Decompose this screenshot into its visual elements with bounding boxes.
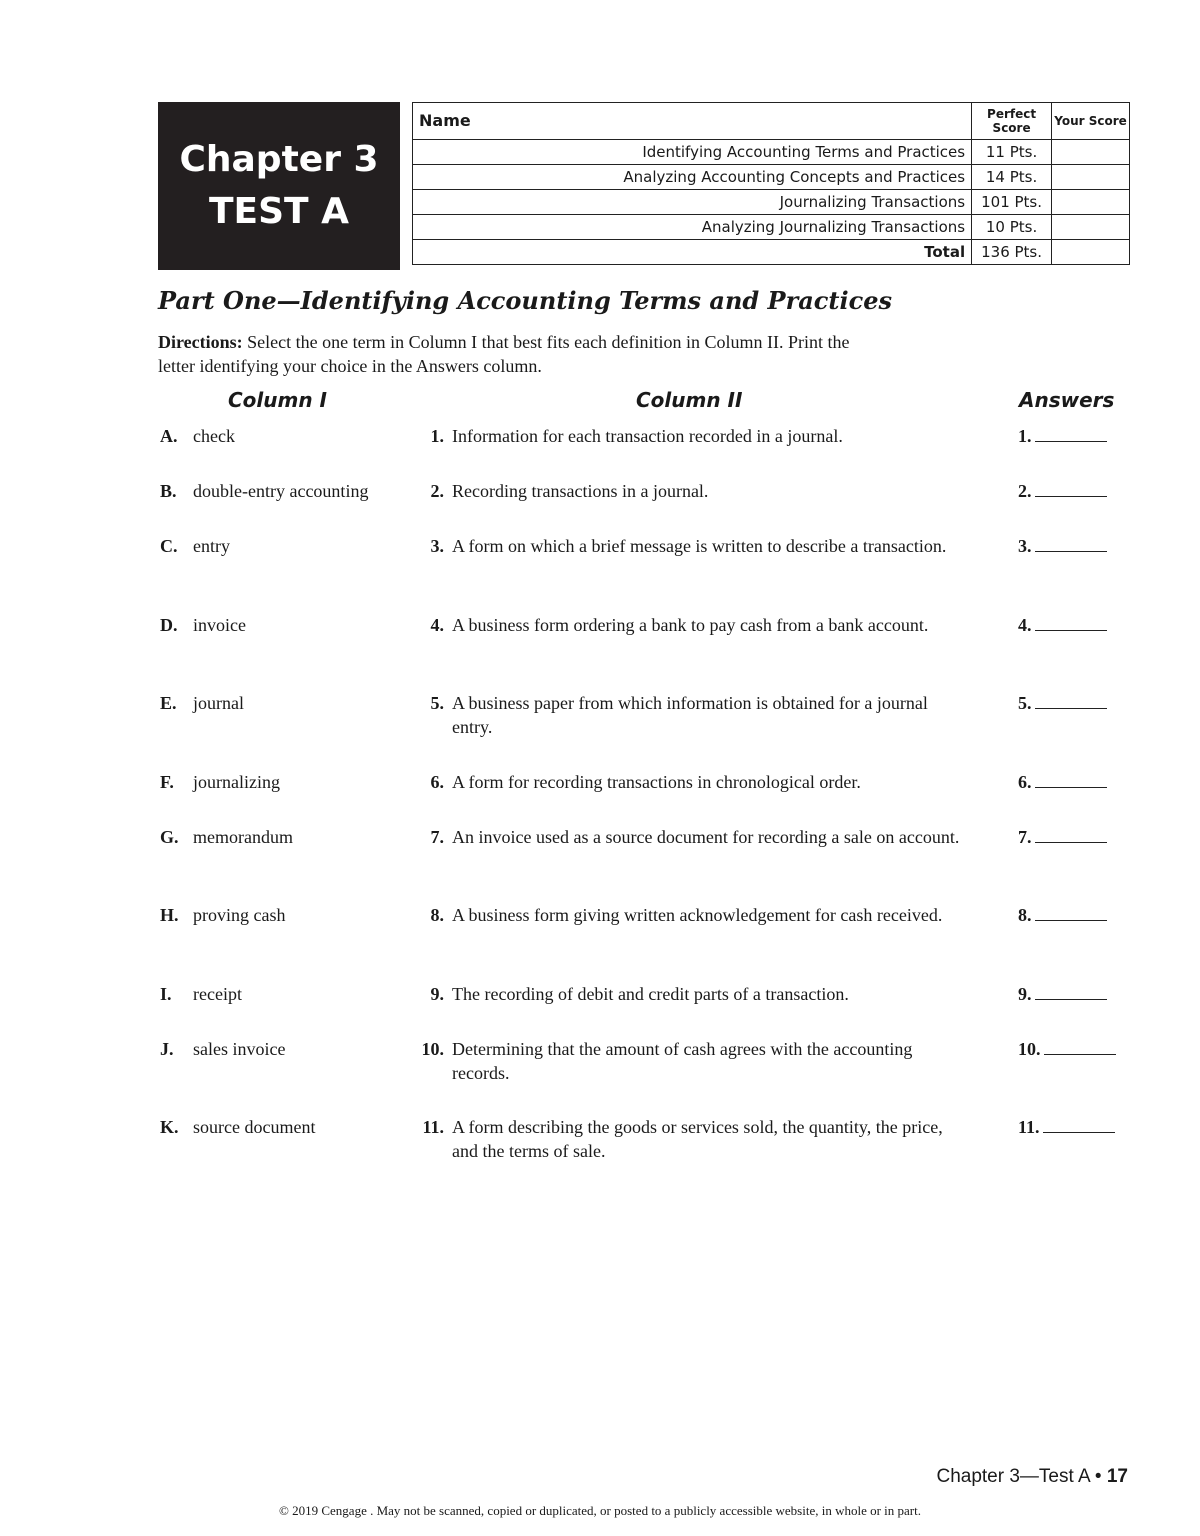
term-letter: D. xyxy=(160,615,178,635)
your-score-cell[interactable] xyxy=(1052,165,1130,190)
running-footer xyxy=(936,1466,1128,1488)
your-score-header: Your Score xyxy=(1052,103,1130,140)
answer-number: 10. xyxy=(1018,1039,1041,1059)
answer-blank[interactable] xyxy=(1035,692,1107,709)
answer-number: 11. xyxy=(1018,1117,1040,1137)
list-item xyxy=(0,982,1200,1032)
your-score-cell[interactable] xyxy=(1052,190,1130,215)
perfect-score: 10 Pts. xyxy=(972,215,1052,240)
total-label: Total xyxy=(413,240,972,265)
answer-field[interactable] xyxy=(1018,1037,1116,1061)
score-row xyxy=(413,140,1130,165)
term-letter: H. xyxy=(160,905,179,925)
answer-field[interactable] xyxy=(1018,825,1107,849)
term-letter: A. xyxy=(160,426,178,446)
term-letter: G. xyxy=(160,827,179,847)
term-letter: B. xyxy=(160,481,177,501)
score-row xyxy=(413,190,1130,215)
term-letter: F. xyxy=(160,772,174,792)
definition-number: 7. xyxy=(430,827,444,847)
answer-blank[interactable] xyxy=(1035,480,1107,497)
answers-header: Answers xyxy=(1019,388,1115,412)
definition-number: 2. xyxy=(430,481,444,501)
score-row xyxy=(413,215,1130,240)
term: double-entry accounting xyxy=(193,481,369,501)
term-letter: E. xyxy=(160,693,177,713)
term: entry xyxy=(193,536,230,556)
definition-number: 8. xyxy=(430,905,444,925)
answer-number: 9. xyxy=(1018,984,1032,1004)
answer-blank[interactable] xyxy=(1035,826,1107,843)
answer-field[interactable] xyxy=(1018,903,1107,927)
definition-number: 9. xyxy=(430,984,444,1004)
term: proving cash xyxy=(193,905,286,925)
column-ii-header: Column II xyxy=(636,388,743,412)
answer-field[interactable] xyxy=(1018,613,1107,637)
name-field[interactable]: Name xyxy=(413,103,972,140)
section-name: Analyzing Accounting Concepts and Practices xyxy=(413,165,972,190)
definition: A business paper from which information is obtained for a journal entry. xyxy=(452,693,928,737)
answer-field[interactable] xyxy=(1018,479,1107,503)
definition: A business form ordering a bank to pay cash from a bank account. xyxy=(452,615,929,635)
definition-number: 5. xyxy=(430,693,444,713)
column-i-header: Column I xyxy=(228,388,327,412)
answer-field[interactable] xyxy=(1018,534,1107,558)
definition: A form for recording transactions in chronological order. xyxy=(452,772,861,792)
list-item xyxy=(0,1115,1200,1165)
answer-number: 1. xyxy=(1018,426,1032,446)
answer-blank[interactable] xyxy=(1044,1038,1116,1055)
term-letter: K. xyxy=(160,1117,179,1137)
definition-number: 3. xyxy=(430,536,444,556)
answer-blank[interactable] xyxy=(1035,983,1107,1000)
term: journal xyxy=(193,693,244,713)
list-item xyxy=(0,424,1200,474)
bullet-separator: • xyxy=(1089,1466,1107,1487)
chapter-title-box xyxy=(158,102,400,270)
answer-blank[interactable] xyxy=(1043,1116,1115,1133)
test-label: TEST A xyxy=(208,191,350,232)
section-name: Analyzing Journalizing Transactions xyxy=(413,215,972,240)
directions-label: Directions: xyxy=(158,332,243,352)
definition: A form on which a brief message is written to describe a transaction. xyxy=(452,536,947,556)
copyright-notice: © 2019 Cengage . May not be scanned, copied or duplicated, or posted to a publicly accessible website, in whole or in part. xyxy=(278,1503,921,1518)
answer-blank[interactable] xyxy=(1035,535,1107,552)
definition: An invoice used as a source document for recording a sale on account. xyxy=(452,827,960,847)
total-points: 136 Pts. xyxy=(972,240,1052,265)
your-score-cell[interactable] xyxy=(1052,140,1130,165)
term: sales invoice xyxy=(193,1039,286,1059)
term: invoice xyxy=(193,615,246,635)
score-table-header-row xyxy=(413,103,1130,140)
term-letter: I. xyxy=(160,984,172,1004)
score-table xyxy=(412,102,1130,265)
term: journalizing xyxy=(193,772,280,792)
score-row xyxy=(413,165,1130,190)
perfect-score: 101 Pts. xyxy=(972,190,1052,215)
your-score-cell[interactable] xyxy=(1052,215,1130,240)
definition: Recording transactions in a journal. xyxy=(452,481,709,501)
list-item xyxy=(0,613,1200,663)
definition: A form describing the goods or services sold, the quantity, the price, and the terms of sale. xyxy=(452,1117,943,1161)
definition: A business form giving written acknowledgement for cash received. xyxy=(452,905,943,925)
answer-number: 4. xyxy=(1018,615,1032,635)
total-score-cell[interactable] xyxy=(1052,240,1130,265)
answer-blank[interactable] xyxy=(1035,904,1107,921)
answer-number: 8. xyxy=(1018,905,1032,925)
list-item xyxy=(0,691,1200,741)
section-name: Journalizing Transactions xyxy=(413,190,972,215)
answer-number: 7. xyxy=(1018,827,1032,847)
definition-number: 6. xyxy=(430,772,444,792)
term-letter: C. xyxy=(160,536,178,556)
term-letter: J. xyxy=(160,1039,174,1059)
directions xyxy=(158,330,878,378)
definition: The recording of debit and credit parts of a transaction. xyxy=(452,984,849,1004)
chapter-number: Chapter 3 xyxy=(179,139,379,180)
section-name: Identifying Accounting Terms and Practices xyxy=(413,140,972,165)
definition-number: 10. xyxy=(421,1039,444,1059)
answer-number: 6. xyxy=(1018,772,1032,792)
list-item xyxy=(0,770,1200,820)
total-row xyxy=(413,240,1130,265)
term: receipt xyxy=(193,984,242,1004)
page-number: 17 xyxy=(1106,1466,1128,1487)
running-head: Chapter 3—Test A xyxy=(936,1466,1090,1487)
answer-number: 3. xyxy=(1018,536,1032,556)
list-item xyxy=(0,1037,1200,1087)
answer-blank[interactable] xyxy=(1035,614,1107,631)
directions-text: Select the one term in Column I that best fits each definition in Column II. Print the letter identifying your choice in the Answers column. xyxy=(158,332,850,376)
list-item xyxy=(0,903,1200,953)
definition: Information for each transaction recorded in a journal. xyxy=(452,426,843,446)
answer-blank[interactable] xyxy=(1035,771,1107,788)
answer-number: 2. xyxy=(1018,481,1032,501)
answer-field[interactable] xyxy=(1018,1115,1115,1139)
answer-field[interactable] xyxy=(1018,770,1107,794)
definition-number: 4. xyxy=(430,615,444,635)
definition: Determining that the amount of cash agrees with the accounting records. xyxy=(452,1039,913,1083)
definition-number: 1. xyxy=(430,426,444,446)
perfect-score-header: Perfect Score xyxy=(972,103,1052,140)
term: check xyxy=(193,426,235,446)
definition-number: 11. xyxy=(422,1117,444,1137)
answer-blank[interactable] xyxy=(1035,425,1107,442)
list-item xyxy=(0,479,1200,529)
part-title: Part One—Identifying Accounting Terms and Practices xyxy=(158,286,892,315)
list-item xyxy=(0,825,1200,875)
term: source document xyxy=(193,1117,316,1137)
answer-number: 5. xyxy=(1018,693,1032,713)
perfect-score: 14 Pts. xyxy=(972,165,1052,190)
list-item xyxy=(0,534,1200,584)
answer-field[interactable] xyxy=(1018,982,1107,1006)
perfect-score: 11 Pts. xyxy=(972,140,1052,165)
term: memorandum xyxy=(193,827,293,847)
answer-field[interactable] xyxy=(1018,424,1107,448)
answer-field[interactable] xyxy=(1018,691,1107,715)
